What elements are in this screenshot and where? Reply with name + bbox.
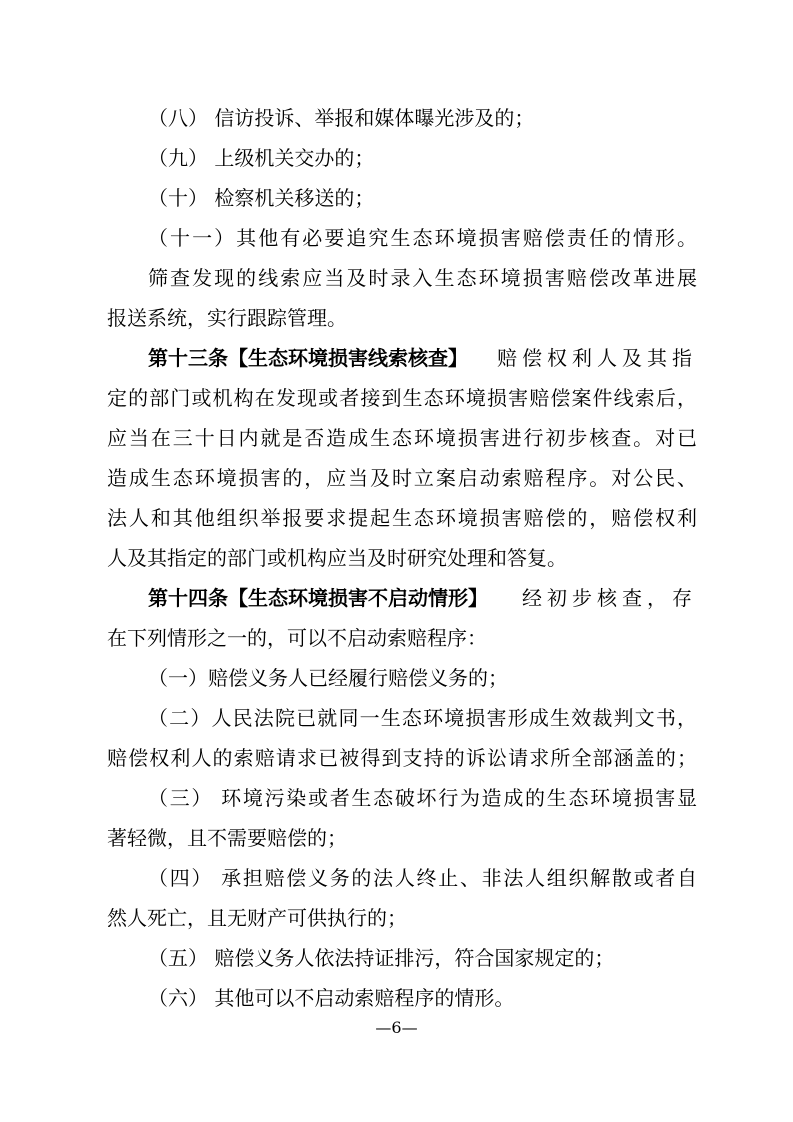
list-item: （六） 其他可以不启动索赔程序的情形。	[148, 986, 515, 1010]
paragraph-line: 筛查发现的线索应当及时录入生态环境损害赔偿改革进展	[148, 266, 697, 290]
list-item: 赔偿权利人的索赔请求已被得到支持的诉讼请求所全部涵盖的；	[107, 746, 697, 770]
paragraph-line: 法人和其他组织举报要求提起生态环境损害赔偿的，赔偿权利	[107, 506, 697, 530]
paragraph-line: 定的部门或机构在发现或者接到生态环境损害赔偿案件线索后，	[107, 386, 697, 410]
list-item: （八） 信访投诉、举报和媒体曝光涉及的；	[148, 106, 535, 130]
list-item: （一）赔偿义务人已经履行赔偿义务的；	[148, 666, 508, 690]
paragraph-line: 经初步核查，存	[522, 586, 697, 610]
list-item: （十） 检察机关移送的；	[148, 186, 375, 210]
list-item: （九） 上级机关交办的；	[148, 146, 375, 170]
list-item: （二）人民法院已就同一生态环境损害形成生效裁判文书，	[148, 706, 697, 730]
paragraph-line: 赔偿权利人及其指	[497, 346, 697, 370]
article-14-heading-line	[148, 578, 697, 618]
list-item: （五） 赔偿义务人依法持证排污，符合国家规定的；	[148, 946, 615, 970]
paragraph-line: 应当在三十日内就是否造成生态环境损害进行初步核查。对已	[107, 426, 697, 450]
paragraph-line: 报送系统，实行跟踪管理。	[107, 306, 347, 330]
article-title: 第十四条	[148, 586, 228, 610]
list-item: 然人死亡，且无财产可供执行的；	[107, 906, 407, 930]
paragraph-line: 在下列情形之一的，可以不启动索赔程序：	[107, 626, 487, 650]
paragraph-line: 造成生态环境损害的，应当及时立案启动索赔程序。对公民、	[107, 466, 697, 490]
article-13-heading-line	[148, 338, 697, 378]
list-item: （三） 环境污染或者生态破坏行为造成的生态环境损害显	[148, 786, 697, 810]
list-item: 著轻微，且不需要赔偿的；	[107, 826, 347, 850]
article-subject: 【生态环境损害线索核查】	[228, 346, 468, 370]
list-item: （十一）其他有必要追究生态环境损害赔偿责任的情形。	[148, 226, 697, 250]
paragraph-line: 人及其指定的部门或机构应当及时研究处理和答复。	[107, 546, 567, 570]
list-item: （四） 承担赔偿义务的法人终止、非法人组织解散或者自	[148, 866, 697, 890]
article-subject: 【生态环境损害不启动情形】	[228, 586, 488, 610]
page-number: —6—	[375, 1018, 418, 1037]
article-title: 第十三条	[148, 346, 228, 370]
